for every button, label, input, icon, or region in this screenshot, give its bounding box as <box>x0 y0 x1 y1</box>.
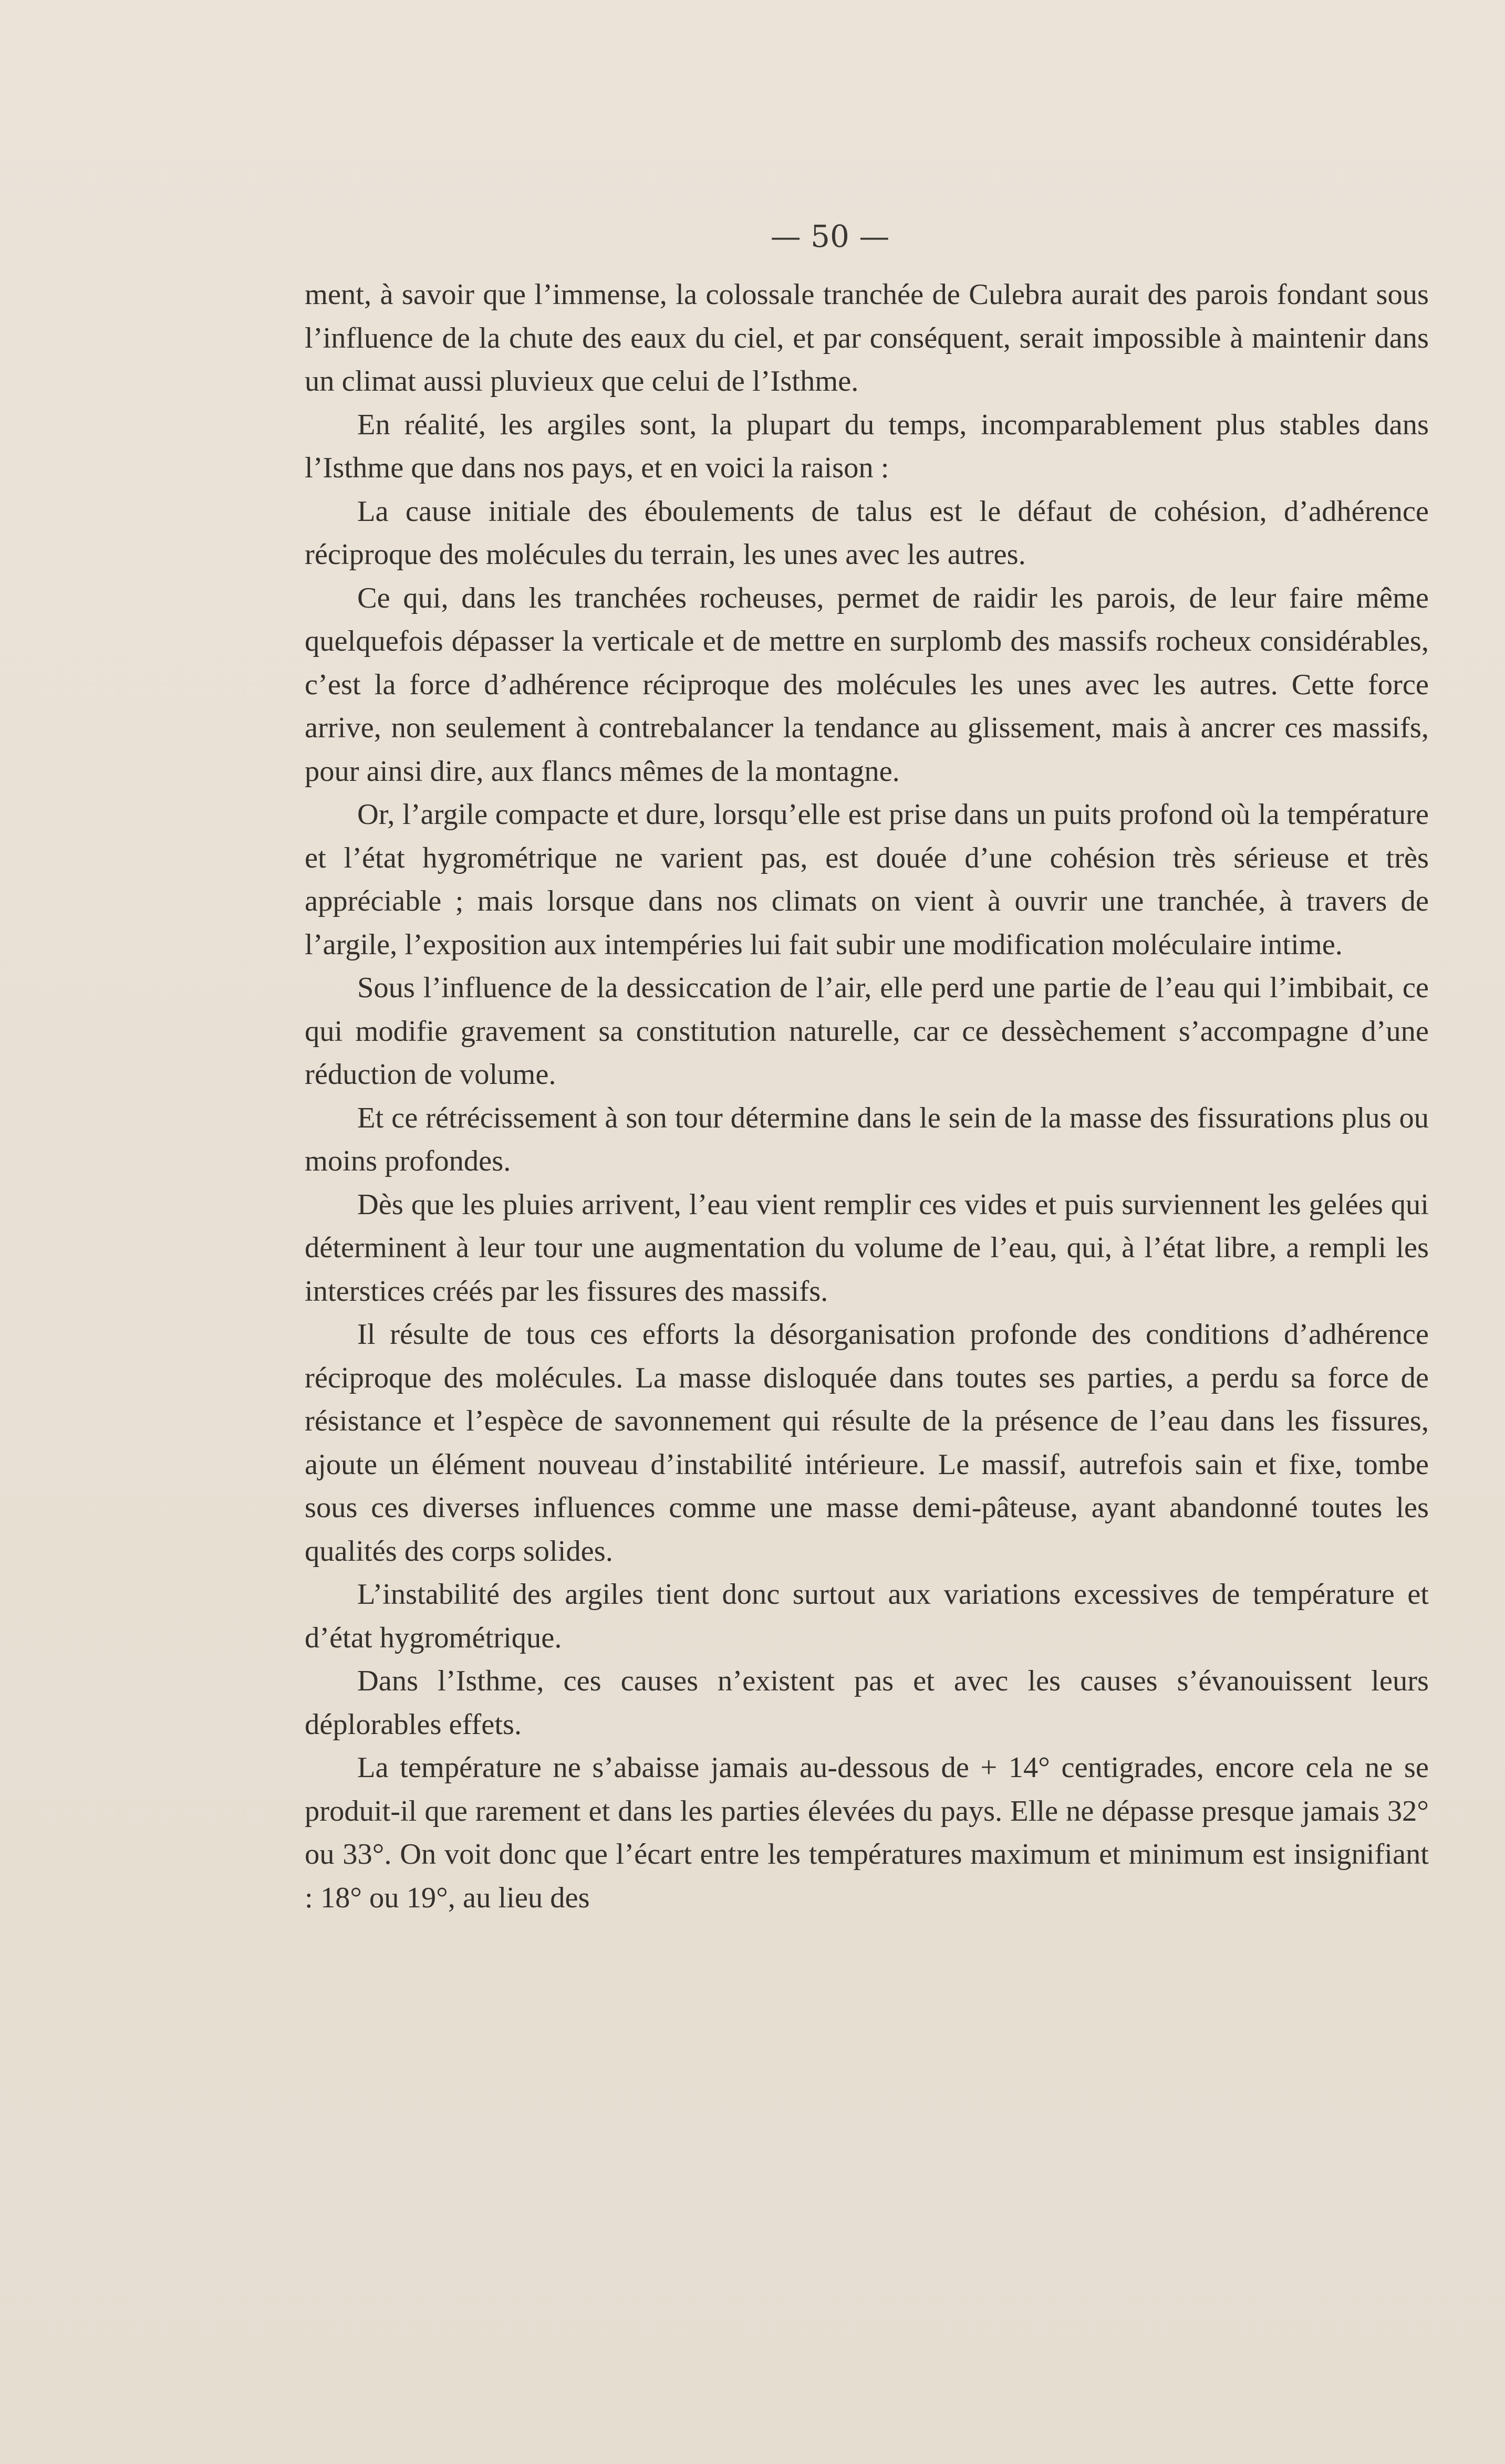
paragraph: Sous l’influence de la dessiccation de l’air, elle perd une partie de l’eau qui l’imbibait, ce qui modifie gravement sa constitution naturelle, car ce dessèchement s’accompagne d’une réduction de volume. <box>305 972 1429 1091</box>
paragraph: Or, l’argile compacte et dure, lorsqu’elle est prise dans un puits profond où la température et l’état hygrométrique ne varient pas, est douée d’une cohésion très sérieuse et très appréciable ; mais lorsque dans nos climats on vient à ouvrir une tranchée, à travers de l’argile, l’exposition aux intempéries lui fait subir une modification moléculaire intime. <box>305 798 1429 961</box>
paragraph: La cause initiale des éboulements de talus est le défaut de cohésion, d’adhérence réciproque des molécules du terrain, les unes avec les autres. <box>305 495 1429 571</box>
paragraph: ment, à savoir que l’immense, la colossale tranchée de Culebra aurait des parois fondant sous l’influence de la chute des eaux du ciel, et par conséquent, serait impossible à maintenir dans un climat aussi pluvieux que celui de l’Isthme. <box>305 278 1429 398</box>
paragraph: Ce qui, dans les tranchées rocheuses, permet de raidir les parois, de leur faire même quelquefois dépasser la verticale et de mettre en surplomb des massifs rocheux considérables, c’est la force d’adhérence réciproque des molécules les unes avec les autres. Cette force arrive, non seulement à contrebalancer la tendance au glissement, mais à ancrer ces massifs, pour ainsi dire, aux flancs mêmes de la montagne. <box>305 581 1429 788</box>
page-text-body <box>305 273 1429 1919</box>
paragraph: La température ne s’abaisse jamais au-dessous de + 14° centigrades, encore cela ne se produit-il que rarement et dans les parties élevées du pays. Elle ne dépasse presque jamais 32° ou 33°. On voit donc que l’écart entre les températures maximum et minimum est insignifiant : 18° ou 19°, au lieu des <box>305 1751 1429 1914</box>
paragraph: Dans l’Isthme, ces causes n’existent pas et avec les causes s’évanouissent leurs déplorables effets. <box>305 1665 1429 1741</box>
page-number: — 50 — <box>770 218 890 254</box>
paragraph: En réalité, les argiles sont, la plupart du temps, incomparablement plus stables dans l’Isthme que dans nos pays, et en voici la raison : <box>305 408 1429 484</box>
paragraph: L’instabilité des argiles tient donc surtout aux variations excessives de température et d’état hygrométrique. <box>305 1578 1429 1654</box>
paragraph: Dès que les pluies arrivent, l’eau vient remplir ces vides et puis surviennent les gelées qui déterminent à leur tour une augmentation du volume de l’eau, qui, à l’état libre, a rempli les interstices créés par les fissures des massifs. <box>305 1188 1429 1308</box>
paragraph: Il résulte de tous ces efforts la désorganisation profonde des conditions d’adhérence réciproque des molécules. La masse disloquée dans toutes ses parties, a perdu sa force de résistance et l’espèce de savonnement qui résulte de la présence de l’eau dans les fissures, ajoute un élément nouveau d’instabilité intérieure. Le massif, autrefois sain et fixe, tombe sous ces diverses influences comme une masse demi-pâteuse, ayant abandonné toutes les qualités des corps solides. <box>305 1318 1429 1568</box>
paragraph: Et ce rétrécissement à son tour détermine dans le sein de la masse des fissurations plus ou moins profondes. <box>305 1101 1429 1177</box>
